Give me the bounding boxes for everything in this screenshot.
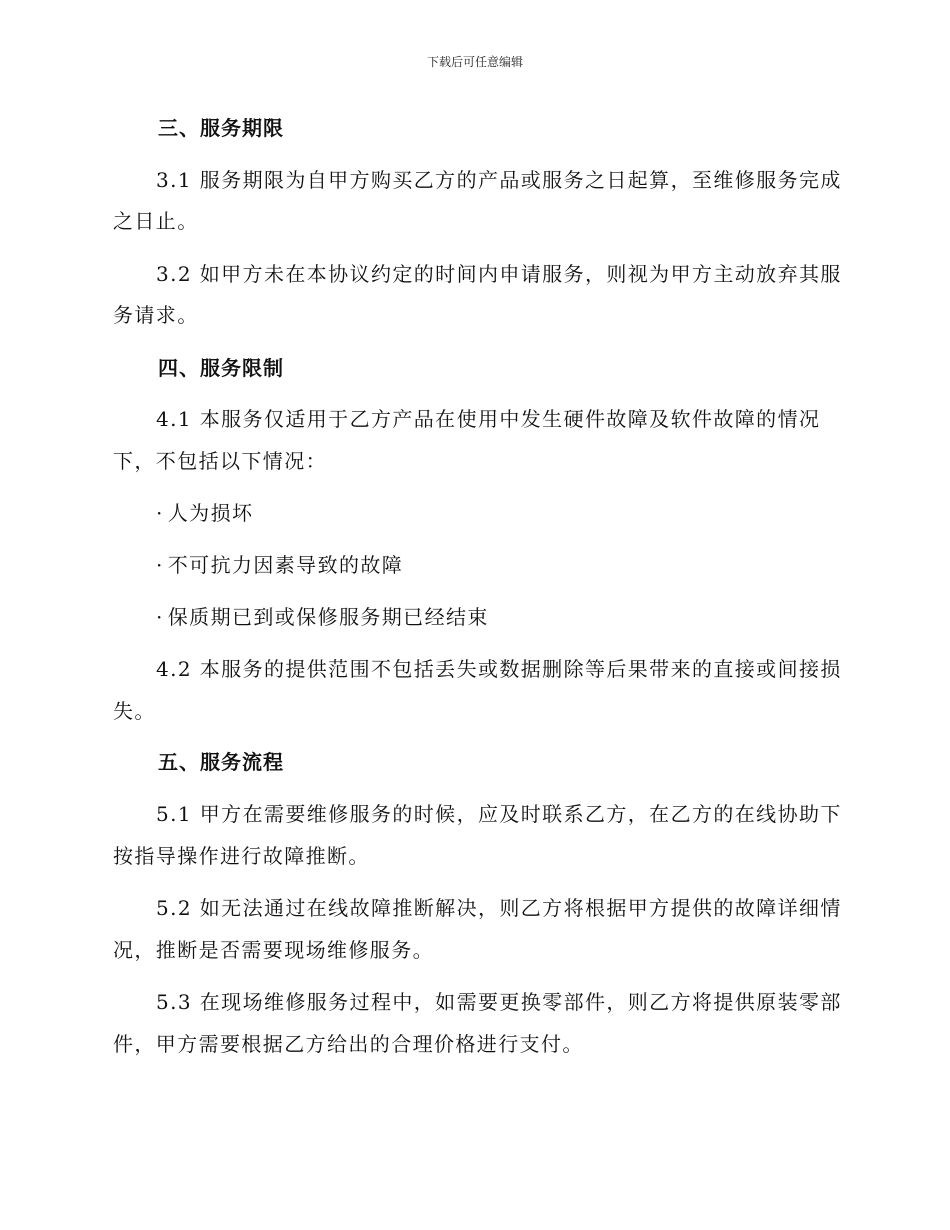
section-heading-service-term: 三、服务期限 xyxy=(158,116,284,140)
list-item-text: 人为损坏 xyxy=(167,501,254,525)
list-item xyxy=(156,499,886,527)
clause-4-1-line-2: 下，不包括以下情况： xyxy=(113,449,327,473)
clause-4-2-line-1: 4.2 本服务的提供范围不包括丢失或数据删除等后果带来的直接或间接损 xyxy=(156,657,842,681)
clause-5-1-line-2: 按指导操作进行故障推断。 xyxy=(113,844,370,868)
list-item-text: 不可抗力因素导致的故障 xyxy=(167,553,404,577)
clause-3-2-line-2: 务请求。 xyxy=(113,303,199,327)
clause-4-2-line-2: 失。 xyxy=(113,699,156,723)
clause-5-3-line-2: 件，甲方需要根据乙方给出的合理价格进行支付。 xyxy=(113,1032,584,1056)
page-header: 下载后可任意编辑 xyxy=(426,55,523,69)
clause-4-1-line-1: 4.1 本服务仅适用于乙方产品在使用中发生硬件故障及软件故障的情况 xyxy=(156,407,821,431)
clause-5-2-line-1: 5.2 如无法通过在线故障推断解决，则乙方将根据甲方提供的故障详细情 xyxy=(156,896,842,920)
clause-5-2-line-2: 况，推断是否需要现场维修服务。 xyxy=(113,938,434,962)
bullet-icon: · xyxy=(156,501,164,525)
clause-3-1-line-1: 3.1 服务期限为自甲方购买乙方的产品或服务之日起算，至维修服务完成 xyxy=(156,168,842,192)
clause-3-1-line-2: 之日止。 xyxy=(113,209,199,233)
bullet-icon: · xyxy=(156,605,164,629)
list-item-text: 保质期已到或保修服务期已经结束 xyxy=(167,605,489,629)
clause-5-1-line-1: 5.1 甲方在需要维修服务的时候，应及时联系乙方，在乙方的在线协助下 xyxy=(156,802,842,826)
section-heading-service-process: 五、服务流程 xyxy=(158,750,284,774)
clause-5-3-line-1: 5.3 在现场维修服务过程中，如需要更换零部件，则乙方将提供原装零部 xyxy=(156,990,842,1014)
bullet-icon: · xyxy=(156,553,164,577)
section-heading-service-limits: 四、服务限制 xyxy=(158,356,284,380)
list-item xyxy=(156,603,886,631)
clause-3-2-line-1: 3.2 如甲方未在本协议约定的时间内申请服务，则视为甲方主动放弃其服 xyxy=(156,262,842,286)
list-item xyxy=(156,551,886,579)
